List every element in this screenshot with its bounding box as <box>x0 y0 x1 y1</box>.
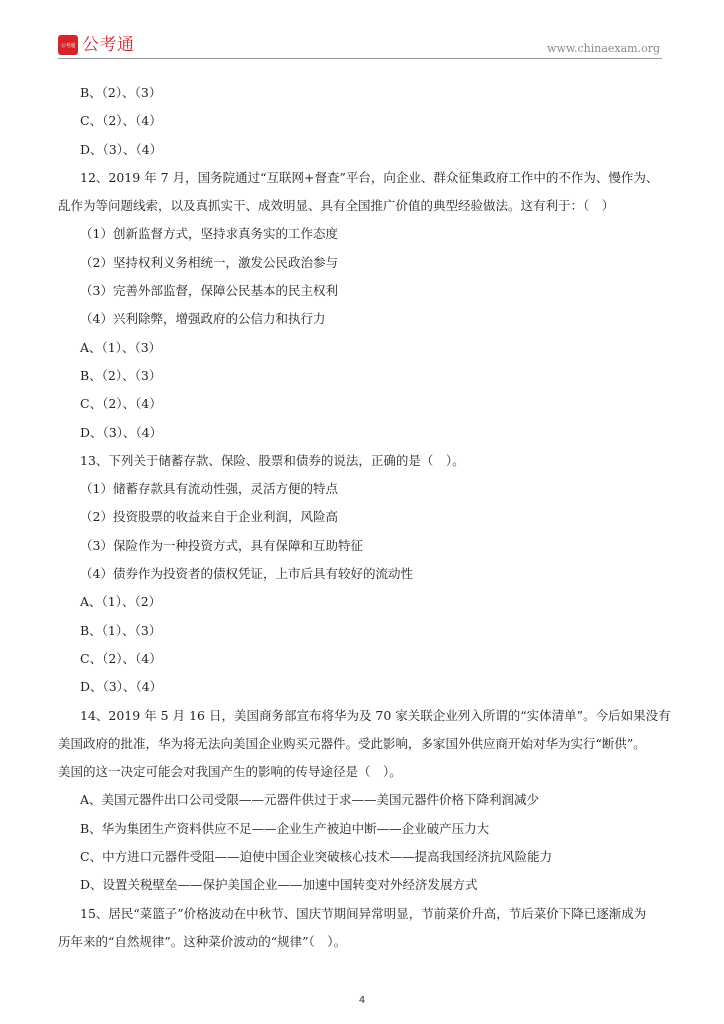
page-number: 4 <box>358 995 366 1006</box>
text-line: （1）储蓄存款具有流动性强，灵活方便的特点 <box>80 481 338 497</box>
text-line: 乱作为等问题线索，以及真抓实干、成效明显、具有全国推广价值的典型经验做法。这有利于：（ ） <box>58 198 615 214</box>
text-line: 14、2019 年 5 月 16 日，美国商务部宣布将华为及 70 家关联企业列入所谓的“实体清单”。今后如果没有 <box>80 707 671 723</box>
text-line: A、（1）、（3） <box>80 339 162 355</box>
text-line: 12、2019 年 7 月，国务院通过“互联网+督查”平台，向企业、群众征集政府工作中的不作为、慢作为、 <box>80 169 659 185</box>
text-line: （3）完善外部监督，保障公民基本的民主权利 <box>80 283 338 299</box>
page-header <box>58 34 662 59</box>
text-line: D、设置关税壁垒——保护美国企业——加速中国转变对外经济发展方式 <box>80 877 478 893</box>
text-line: 15、居民“菜篮子”价格波动在中秋节、国庆节期间异常明显，节前菜价升高，节后菜价下降已逐渐成为 <box>80 905 647 921</box>
text-line: 美国的这一决定可能会对我国产生的影响的传导途径是（ ）。 <box>58 764 402 780</box>
text-line: C、（2）、（4） <box>80 113 162 129</box>
text-line: C、（2）、（4） <box>80 396 162 412</box>
site-url: www.chinaexam.org <box>547 42 660 55</box>
text-line: D、（3）、（4） <box>80 141 163 157</box>
text-line: D、（3）、（4） <box>80 679 163 695</box>
text-line: （4）债券作为投资者的债权凭证，上市后具有较好的流动性 <box>80 566 413 582</box>
text-line: （1）创新监督方式，坚持求真务实的工作态度 <box>80 226 338 242</box>
text-line: B、华为集团生产资料供应不足——企业生产被迫中断——企业破产压力大 <box>80 820 490 836</box>
logo-badge-text: 公考通 <box>60 42 76 49</box>
text-line: D、（3）、（4） <box>80 424 163 440</box>
text-line: （2）坚持权利义务相统一，激发公民政治参与 <box>80 254 338 270</box>
text-line: A、美国元器件出口公司受限——元器件供过于求——美国元器件价格下降利润减少 <box>80 792 540 808</box>
text-line: C、中方进口元器件受阻——迫使中国企业突破核心技术——提高我国经济抗风险能力 <box>80 849 553 865</box>
document-body <box>58 79 671 956</box>
text-line: B、（2）、（3） <box>80 85 162 100</box>
text-line: 13、下列关于储蓄存款、保险、股票和债券的说法，正确的是（ ）。 <box>80 452 465 468</box>
text-line: B、（2）、（3） <box>80 367 162 383</box>
logo <box>58 35 135 55</box>
text-line: 美国政府的批准，华为将无法向美国企业购买元器件。受此影响，多家国外供应商开始对华为实行“断供”。 <box>58 735 646 751</box>
text-line: （3）保险作为一种投资方式，具有保障和互助特征 <box>80 537 363 553</box>
text-line: A、（1）、（2） <box>80 594 162 610</box>
text-line: （2）投资股票的收益来自于企业利润，风险高 <box>80 509 338 525</box>
text-line: （4）兴利除弊，增强政府的公信力和执行力 <box>80 311 326 327</box>
text-line: 历年来的“自然规律”。这种菜价波动的“规律”（ ）。 <box>58 933 347 949</box>
logo-badge <box>58 35 78 55</box>
text-line: C、（2）、（4） <box>80 650 162 666</box>
logo-text: 公考通 <box>82 35 135 55</box>
text-line: B、（1）、（3） <box>80 622 162 638</box>
